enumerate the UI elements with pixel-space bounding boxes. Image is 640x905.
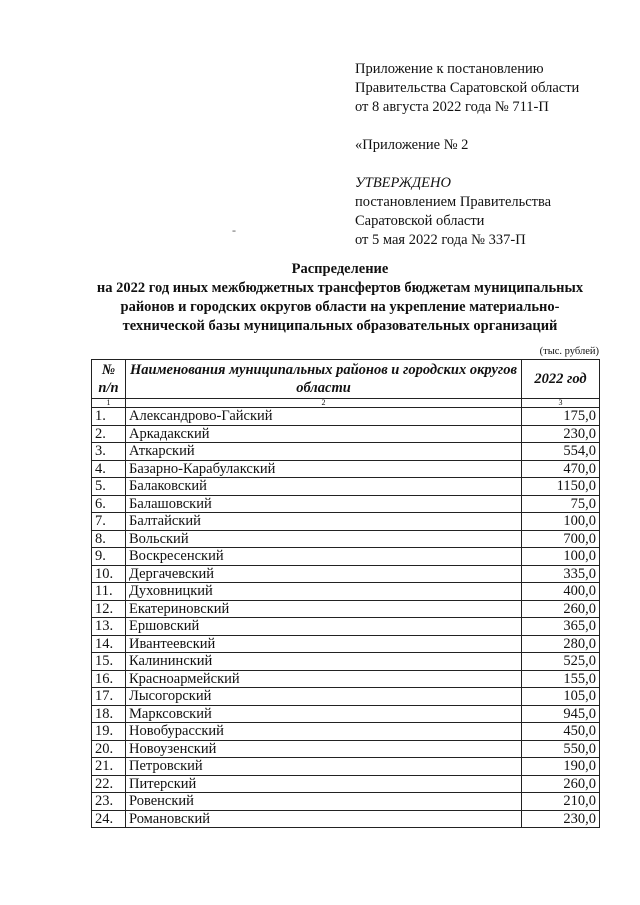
appendix-number: «Приложение № 2 xyxy=(355,137,469,153)
row-name: Вольский xyxy=(126,530,522,548)
table-row xyxy=(92,653,600,671)
row-name: Дергачевский xyxy=(126,565,522,583)
row-value: 100,0 xyxy=(522,548,600,566)
row-number: 2. xyxy=(92,425,126,443)
row-number: 10. xyxy=(92,565,126,583)
row-name: Балашовский xyxy=(126,495,522,513)
column-number: 3 xyxy=(522,399,600,408)
title-line: Распределение xyxy=(291,261,389,277)
table-row xyxy=(92,548,600,566)
stray-mark: - xyxy=(232,223,236,237)
row-value: 260,0 xyxy=(522,600,600,618)
table-body xyxy=(92,408,600,828)
row-name: Петровский xyxy=(126,758,522,776)
row-value: 230,0 xyxy=(522,425,600,443)
row-value: 335,0 xyxy=(522,565,600,583)
distribution-table xyxy=(91,359,600,828)
table-row xyxy=(92,670,600,688)
table-row xyxy=(92,495,600,513)
row-value: 550,0 xyxy=(522,740,600,758)
row-value: 155,0 xyxy=(522,670,600,688)
row-number: 21. xyxy=(92,758,126,776)
table-row xyxy=(92,478,600,496)
row-name: Романовский xyxy=(126,810,522,828)
row-value: 190,0 xyxy=(522,758,600,776)
row-number: 18. xyxy=(92,705,126,723)
row-value: 400,0 xyxy=(522,583,600,601)
row-number: 8. xyxy=(92,530,126,548)
units-label: (тыс. рублей) xyxy=(539,346,599,357)
table-row xyxy=(92,565,600,583)
row-name: Воскресенский xyxy=(126,548,522,566)
table-row xyxy=(92,583,600,601)
row-value: 175,0 xyxy=(522,408,600,426)
approved-label: УТВЕРЖДЕНО xyxy=(355,175,451,191)
row-number: 19. xyxy=(92,723,126,741)
row-number: 1. xyxy=(92,408,126,426)
table-row xyxy=(92,705,600,723)
row-name: Новоузенский xyxy=(126,740,522,758)
row-name: Ершовский xyxy=(126,618,522,636)
table-row xyxy=(92,688,600,706)
header-year: 2022 год xyxy=(522,360,600,399)
row-name: Аткарский xyxy=(126,443,522,461)
row-name: Базарно-Карабулакский xyxy=(126,460,522,478)
row-value: 470,0 xyxy=(522,460,600,478)
table-row xyxy=(92,618,600,636)
header-line: Приложение к постановлению xyxy=(355,61,544,77)
title-line: районов и городских округов области на укрепление материально- xyxy=(120,299,560,315)
table-row xyxy=(92,530,600,548)
table-row xyxy=(92,758,600,776)
row-number: 23. xyxy=(92,793,126,811)
row-value: 210,0 xyxy=(522,793,600,811)
table-row xyxy=(92,513,600,531)
row-number: 5. xyxy=(92,478,126,496)
title-line: на 2022 год иных межбюджетных трансфертов бюджетам муниципальных xyxy=(96,280,584,296)
column-number: 1 xyxy=(92,399,126,408)
row-name: Ровенский xyxy=(126,793,522,811)
row-value: 75,0 xyxy=(522,495,600,513)
header-line: Правительства Саратовской области xyxy=(355,80,580,96)
row-value: 554,0 xyxy=(522,443,600,461)
row-name: Духовницкий xyxy=(126,583,522,601)
row-value: 450,0 xyxy=(522,723,600,741)
table-row xyxy=(92,775,600,793)
table-row xyxy=(92,425,600,443)
row-number: 14. xyxy=(92,635,126,653)
row-number: 9. xyxy=(92,548,126,566)
header-line: от 8 августа 2022 года № 711-П xyxy=(355,99,549,115)
header-number: № п/п xyxy=(92,360,126,399)
row-name: Красноармейский xyxy=(126,670,522,688)
row-name: Ивантеевский xyxy=(126,635,522,653)
row-number: 22. xyxy=(92,775,126,793)
document-title xyxy=(80,260,600,336)
row-name: Лысогорский xyxy=(126,688,522,706)
table-row xyxy=(92,443,600,461)
row-name: Екатериновский xyxy=(126,600,522,618)
appendix-header xyxy=(355,60,579,250)
row-number: 20. xyxy=(92,740,126,758)
row-value: 230,0 xyxy=(522,810,600,828)
row-number: 11. xyxy=(92,583,126,601)
row-number: 4. xyxy=(92,460,126,478)
approved-line: постановлением Правительства xyxy=(355,194,552,210)
row-value: 1150,0 xyxy=(522,478,600,496)
row-value: 260,0 xyxy=(522,775,600,793)
row-name: Александрово-Гайский xyxy=(126,408,522,426)
table-row xyxy=(92,793,600,811)
row-number: 7. xyxy=(92,513,126,531)
row-name: Балтайский xyxy=(126,513,522,531)
table-row xyxy=(92,460,600,478)
row-number: 15. xyxy=(92,653,126,671)
row-value: 525,0 xyxy=(522,653,600,671)
row-number: 16. xyxy=(92,670,126,688)
row-value: 100,0 xyxy=(522,513,600,531)
row-name: Новобурасский xyxy=(126,723,522,741)
row-name: Питерский xyxy=(126,775,522,793)
row-name: Калининский xyxy=(126,653,522,671)
row-name: Марксовский xyxy=(126,705,522,723)
row-number: 12. xyxy=(92,600,126,618)
row-number: 3. xyxy=(92,443,126,461)
table-row xyxy=(92,810,600,828)
table-row xyxy=(92,600,600,618)
approved-line: от 5 мая 2022 года № 337-П xyxy=(355,232,526,248)
table-row xyxy=(92,723,600,741)
table-row xyxy=(92,408,600,426)
row-name: Балаковский xyxy=(126,478,522,496)
approved-line: Саратовской области xyxy=(355,213,485,229)
row-value: 700,0 xyxy=(522,530,600,548)
header-name: Наименования муниципальных районов и городских округов области xyxy=(126,360,522,399)
row-value: 945,0 xyxy=(522,705,600,723)
row-number: 24. xyxy=(92,810,126,828)
row-number: 13. xyxy=(92,618,126,636)
title-line: технической базы муниципальных образовательных организаций xyxy=(122,318,558,334)
table-row xyxy=(92,740,600,758)
row-value: 365,0 xyxy=(522,618,600,636)
row-value: 105,0 xyxy=(522,688,600,706)
row-name: Аркадакский xyxy=(126,425,522,443)
row-number: 6. xyxy=(92,495,126,513)
row-value: 280,0 xyxy=(522,635,600,653)
row-number: 17. xyxy=(92,688,126,706)
table-row xyxy=(92,635,600,653)
column-number: 2 xyxy=(126,399,522,408)
